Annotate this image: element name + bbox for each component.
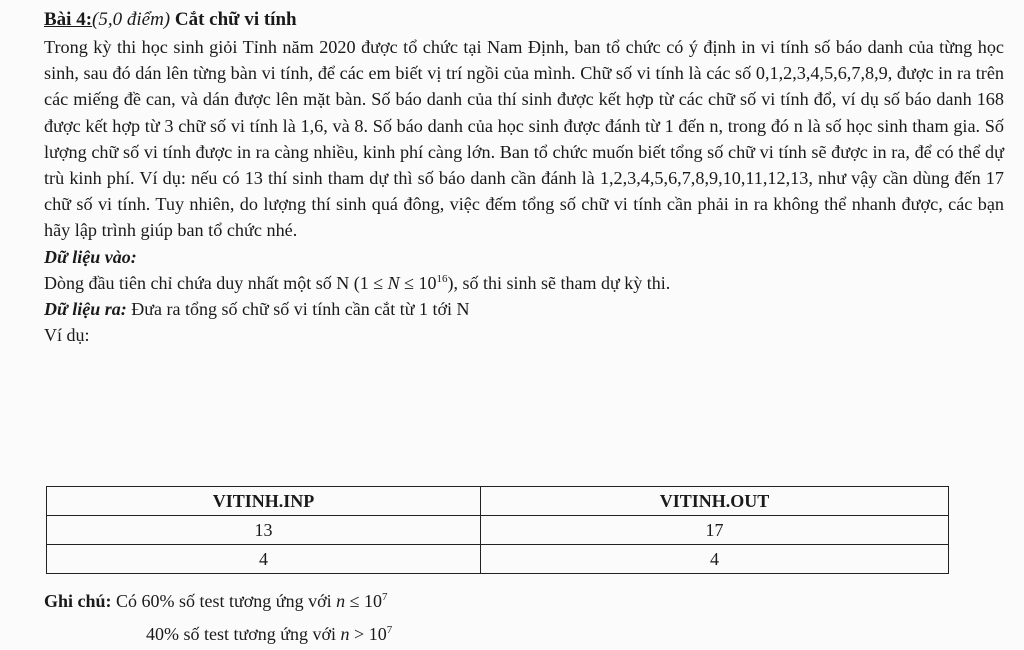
problem-title: Cắt chữ vi tính <box>174 9 297 30</box>
example-table <box>46 486 949 574</box>
input-section <box>44 244 1004 270</box>
note-line-2 <box>146 621 392 647</box>
note-line-1 <box>44 588 387 614</box>
problem-number: Bài 4: <box>44 9 93 30</box>
table-row <box>47 545 949 574</box>
input-text-before: Dòng đầu tiên chỉ chứa duy nhất một số N <box>44 272 350 293</box>
table-cell: 13 <box>47 516 481 545</box>
output-text: Đưa ra tổng số chữ số vi tính cần cắt từ 1 tới N <box>131 298 470 319</box>
table-row <box>47 516 949 545</box>
note-label: Ghi chú: <box>44 591 112 611</box>
problem-statement: Trong kỳ thi học sinh giỏi Tỉnh năm 2020 được tổ chức tại Nam Định, ban tổ chức có ý định in vi tính số báo danh của từng học sinh, sau đó dán lên từng bàn vi tính, để các em biết vị trí ngồi của mình. Chữ số vi tính là các số 0,1,2,3,4,5,6,7,8,9, được in ra trên các miếng đề can, và dán được lên mặt bàn. Số báo danh của thí sinh được kết hợp từ các chữ số vi tính đổ, ví dụ số báo danh 168 được kết hợp từ 3 chữ số vi tính là 1,6, và 8. Số báo danh của học sinh được đánh từ 1 đến n, trong đó n là số học sinh tham gia. Số lượng chữ số vi tính được in ra càng nhiều, kinh phí càng lớn. Ban tổ chức muốn biết tổng số chữ vi tính sẽ được in ra, để có thể dự trù kinh phí. Ví dụ: nếu có 13 thí sinh tham dự thì số báo danh cần đánh là 1,2,3,4,5,6,7,8,9,10,11,12,13, như vậy cần dùng đến 17 chữ số vi tính. Tuy nhiên, do lượng thí sinh quá đông, việc đếm tổng số chữ vi tính cần phải in ra không thể nhanh được, các bạn hãy lập trình giúp ban tổ chức nhé. <box>44 37 1004 241</box>
problem-heading <box>44 8 1004 32</box>
table-cell: 17 <box>481 516 949 545</box>
input-text-after: , số thi sinh sẽ tham dự kỳ thi. <box>453 272 671 293</box>
input-description <box>44 270 1004 296</box>
output-label: Dữ liệu ra: <box>44 298 127 319</box>
table-header-out: VITINH.OUT <box>481 487 949 516</box>
output-section <box>44 296 1004 322</box>
note-math-2: $n > 10^7$ <box>340 624 393 644</box>
note-math-1: $n \le 10^7$ <box>336 591 388 611</box>
note-text-2: 40% số test tương ứng với <box>146 624 337 644</box>
table-cell: 4 <box>47 545 481 574</box>
note-text-1: Có 60% số test tương ứng với <box>116 591 332 611</box>
problem-points: (5,0 điểm) <box>92 9 171 30</box>
table-header-inp: VITINH.INP <box>47 487 481 516</box>
problem-page <box>44 8 1004 348</box>
input-constraint: $(1 \le N \le 10^{16})$ <box>353 272 454 293</box>
table-cell: 4 <box>481 545 949 574</box>
table-header-row <box>47 487 949 516</box>
input-label: Dữ liệu vào: <box>44 246 137 267</box>
example-label: Ví dụ: <box>44 324 90 345</box>
